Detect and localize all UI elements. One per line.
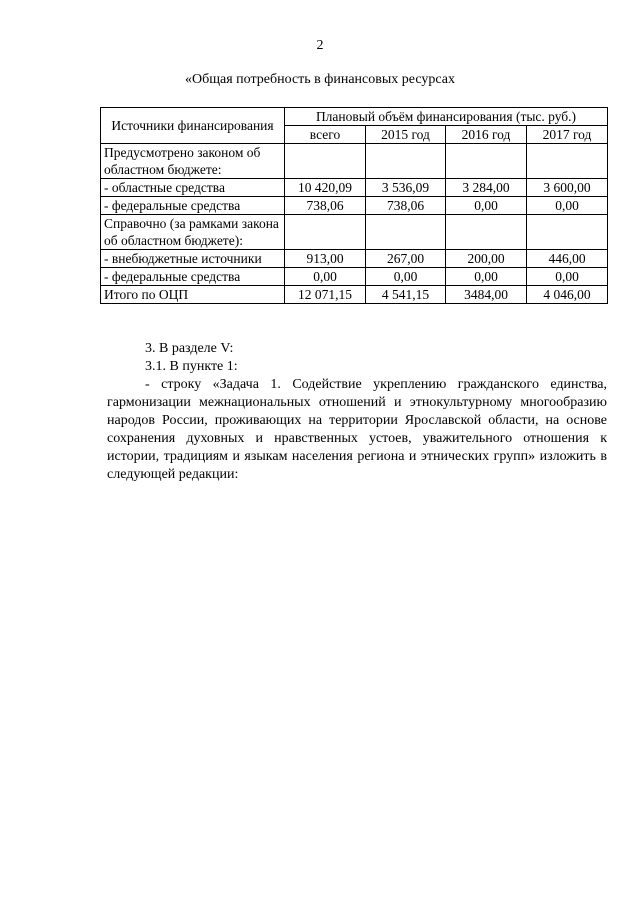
cell-2016: 3484,00 [446,286,527,304]
financing-table [100,107,608,304]
cell-2015 [366,144,446,179]
cell-total: 0,00 [285,268,366,286]
cell-2017: 0,00 [527,268,608,286]
cell-2017 [527,144,608,179]
paragraph-task-1: - строку «Задача 1. Содействие укреплению гражданского единства, гармонизации межнациональных отношений и этнокультурному многообразию народов России, проживающих на территории Ярославской области, на основе сохранения духовных и нравственных устоев, уважительного отношения к истории, традициям и языкам населения региона и этнических групп» изложить в следующей редакции: [107,377,607,482]
row-label: - федеральные средства [101,268,285,286]
cell-2015: 3 536,09 [366,179,446,197]
cell-total [285,215,366,250]
cell-2015 [366,215,446,250]
table-row [101,144,608,179]
row-label: Итого по ОЦП [101,286,285,304]
table-row [101,250,608,268]
row-label: - внебюджетные источники [101,250,285,268]
header-planned-volume: Плановый объём финансирования (тыс. руб.) [285,108,608,126]
cell-2017: 446,00 [527,250,608,268]
cell-total: 738,06 [285,197,366,215]
cell-2016: 0,00 [446,197,527,215]
cell-2016: 200,00 [446,250,527,268]
subheader-2017: 2017 год [527,126,608,144]
subheader-2016: 2016 год [446,126,527,144]
table-row [101,197,608,215]
cell-2016 [446,215,527,250]
cell-2016: 3 284,00 [446,179,527,197]
cell-2015: 0,00 [366,268,446,286]
cell-2015: 4 541,15 [366,286,446,304]
header-sources: Источники финансирования [101,108,285,144]
subheader-total: всего [285,126,366,144]
page-number: 2 [316,38,324,53]
paragraph-section-v: 3. В разделе V: [145,341,234,356]
subheader-2015: 2015 год [366,126,446,144]
cell-2015: 267,00 [366,250,446,268]
cell-total: 10 420,09 [285,179,366,197]
table-row [101,179,608,197]
table-header-row [101,108,608,126]
cell-total: 913,00 [285,250,366,268]
paragraph-point-1: 3.1. В пункте 1: [145,359,238,374]
cell-2015: 738,06 [366,197,446,215]
cell-2017: 0,00 [527,197,608,215]
cell-total: 12 071,15 [285,286,366,304]
row-label: - областные средства [101,179,285,197]
section-heading: «Общая потребность в финансовых ресурсах [185,72,455,87]
cell-2016 [446,144,527,179]
row-label: - федеральные средства [101,197,285,215]
row-label: Предусмотрено законом об областном бюджете: [101,144,285,179]
cell-2017: 3 600,00 [527,179,608,197]
row-label: Справочно (за рамками закона об областном бюджете): [101,215,285,250]
cell-2017 [527,215,608,250]
table-row-total [101,286,608,304]
cell-2016: 0,00 [446,268,527,286]
cell-total [285,144,366,179]
cell-2017: 4 046,00 [527,286,608,304]
table-row [101,215,608,250]
table-row [101,268,608,286]
